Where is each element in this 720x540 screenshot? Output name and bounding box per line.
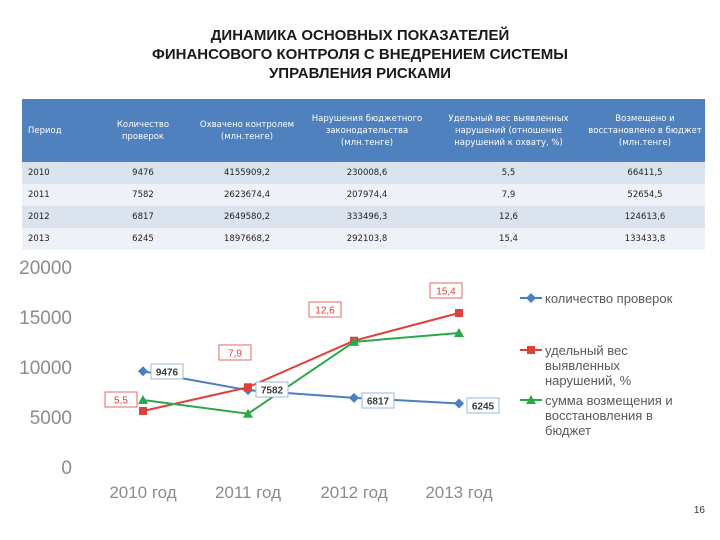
table-cell: 52654,5 — [585, 184, 705, 206]
table-cell: 207974,4 — [302, 184, 432, 206]
data-label: 6245 — [471, 401, 495, 413]
table-cell: 2012 — [22, 206, 94, 228]
series-line — [143, 371, 459, 403]
table-cell: 2623674,4 — [192, 184, 302, 206]
column-header-violations: Нарушения бюджетного законодательства (млн.тенге) — [302, 99, 432, 162]
legend-swatch-marker — [526, 293, 536, 303]
data-point — [138, 366, 148, 376]
data-label: 12,6 — [315, 305, 335, 317]
table-cell: 2013 — [22, 228, 94, 250]
table-cell: 5,5 — [432, 162, 585, 184]
data-point — [455, 309, 463, 317]
title-line: ДИНАМИКА ОСНОВНЫХ ПОКАЗАТЕЛЕЙ — [210, 27, 510, 44]
column-header-inspections: Количество проверок — [94, 99, 192, 162]
series-line — [143, 313, 459, 411]
table-cell: 6245 — [94, 228, 192, 250]
legend-label — [545, 343, 632, 388]
legend-label-line: удельный вес — [545, 343, 628, 358]
legend-swatch-marker — [527, 346, 535, 354]
y-tick-label: 0 — [61, 458, 72, 479]
legend-label — [545, 393, 673, 438]
title-line: УПРАВЛЕНИЯ РИСКАМИ — [268, 65, 452, 82]
column-header-period: Период — [22, 99, 94, 162]
y-tick-label: 15000 — [19, 308, 72, 329]
table-cell: 124613,6 — [585, 206, 705, 228]
y-tick-label: 5000 — [29, 408, 72, 429]
legend-label — [545, 291, 673, 306]
legend-label-line: нарушений, % — [545, 373, 632, 388]
table-cell: 230008,6 — [302, 162, 432, 184]
column-header-share: Удельный вес выявленных нарушений (отношение нарушений к охвату, %) — [432, 99, 585, 162]
table-cell: 15,4 — [432, 228, 585, 250]
table-cell: 9476 — [94, 162, 192, 184]
data-point — [244, 383, 252, 391]
data-label: 9476 — [155, 367, 179, 379]
legend-label-line: восстановления в — [545, 408, 653, 423]
legend-label-line: выявленных — [545, 358, 620, 373]
x-tick-label: 2011 год — [214, 483, 282, 502]
page-number: 16 — [693, 505, 705, 516]
table-cell: 2010 — [22, 162, 94, 184]
data-label: 6817 — [366, 396, 390, 408]
table-cell: 2649580,2 — [192, 206, 302, 228]
table-cell: 133433,8 — [585, 228, 705, 250]
table-cell: 292103,8 — [302, 228, 432, 250]
title-line: ФИНАНСОВОГО КОНТРОЛЯ С ВНЕДРЕНИЕМ СИСТЕМЫ — [152, 46, 568, 63]
legend-label-line: бюджет — [545, 423, 591, 438]
table-cell: 7582 — [94, 184, 192, 206]
table-cell: 6817 — [94, 206, 192, 228]
y-tick-label: 10000 — [19, 358, 72, 379]
data-point — [454, 399, 464, 409]
table-cell: 7,9 — [432, 184, 585, 206]
data-label: 5,5 — [114, 395, 128, 407]
table-cell: 333496,3 — [302, 206, 432, 228]
column-header-coverage: Охвачено контролем (млн.тенге) — [192, 99, 302, 162]
data-point — [349, 393, 359, 403]
legend-label-line: сумма возмещения и — [545, 393, 673, 408]
table-cell: 66411,5 — [585, 162, 705, 184]
data-label: 7,9 — [228, 348, 242, 360]
x-tick-label: 2012 год — [320, 483, 388, 502]
y-tick-label: 20000 — [19, 258, 72, 279]
data-label: 7582 — [260, 385, 284, 397]
table-cell: 2011 — [22, 184, 94, 206]
x-tick-label: 2010 год — [109, 483, 177, 502]
data-point — [139, 407, 147, 415]
x-tick-label: 2013 год — [425, 483, 493, 502]
table-cell: 4155909,2 — [192, 162, 302, 184]
table-cell: 12,6 — [432, 206, 585, 228]
table-cell: 1897668,2 — [192, 228, 302, 250]
legend-label-line: количество проверок — [545, 291, 673, 306]
column-header-recovered: Возмещено и восстановлено в бюджет (млн.тенге) — [585, 99, 705, 162]
data-label: 15,4 — [436, 286, 456, 298]
